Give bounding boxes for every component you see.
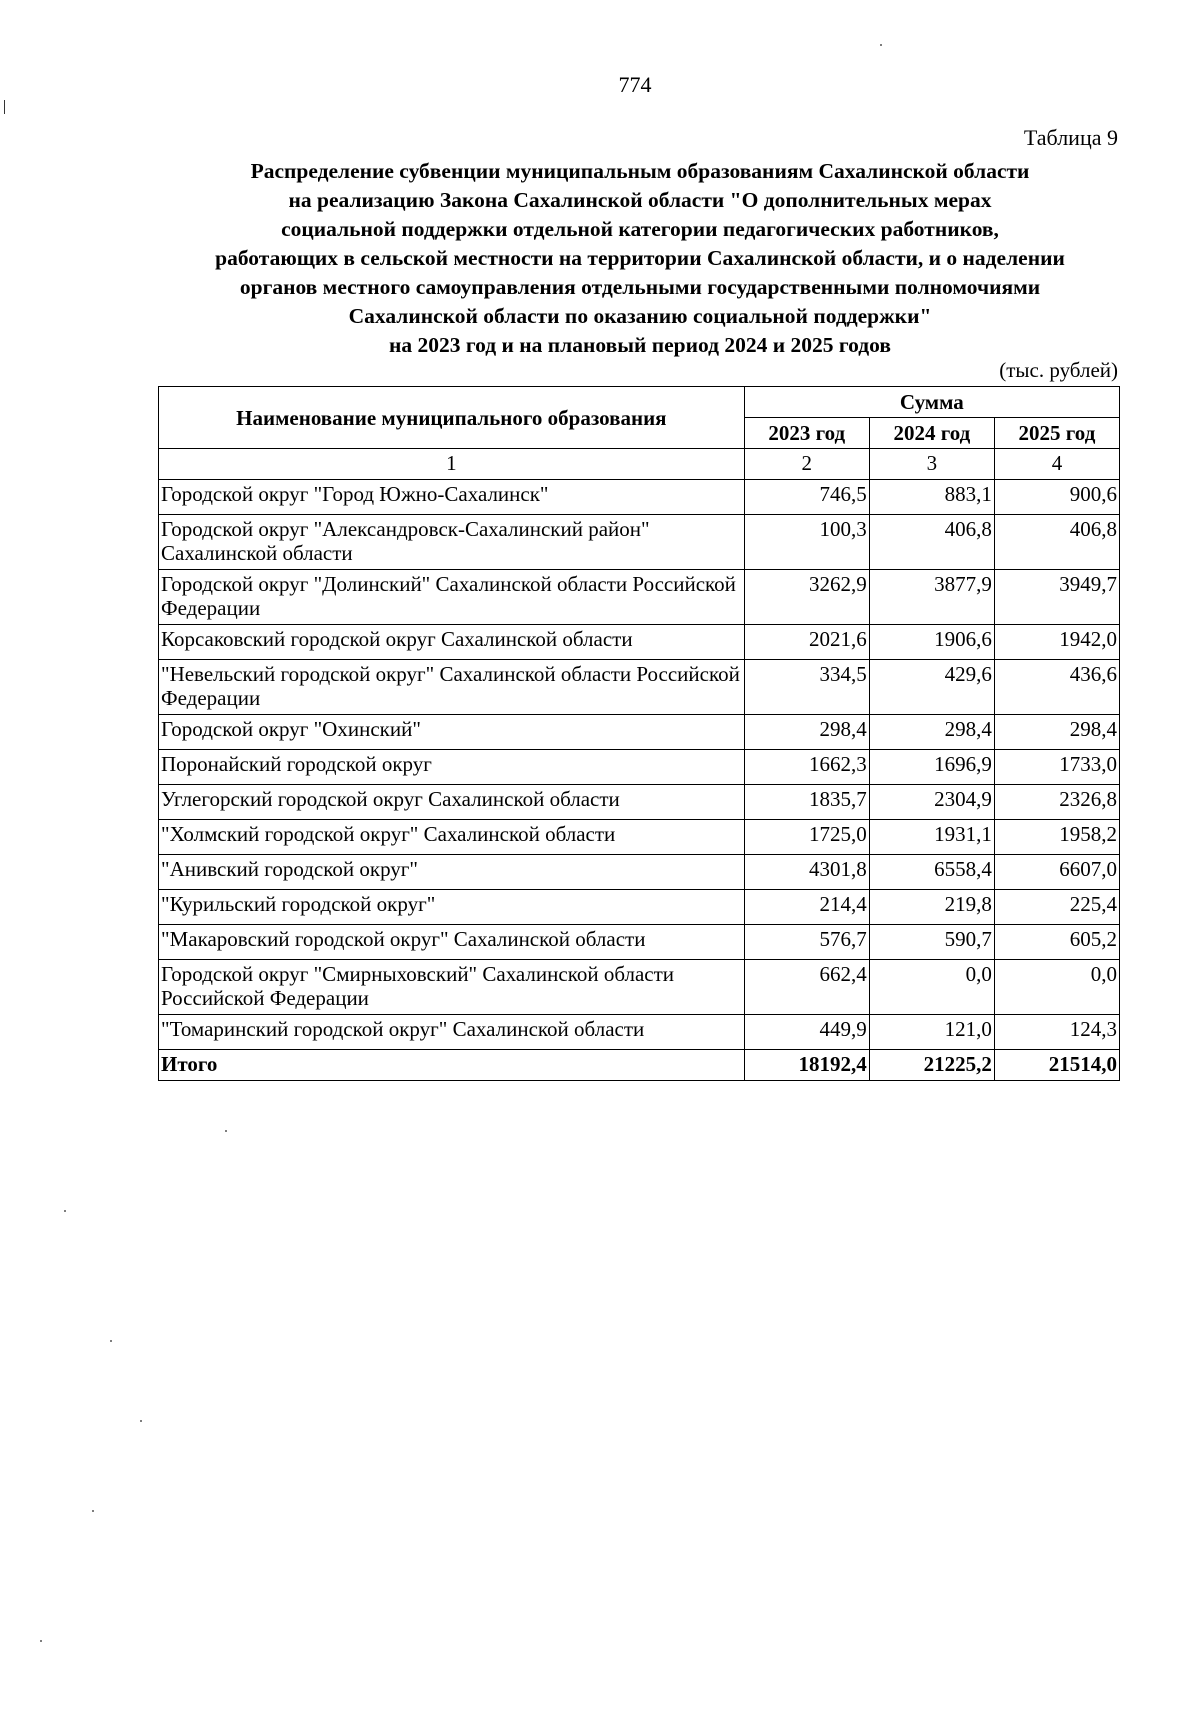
value-2024-cell: 1906,6: [869, 625, 994, 660]
column-number: 3: [869, 449, 994, 480]
value-2025-cell: 298,4: [994, 715, 1119, 750]
value-2025-cell: 124,3: [994, 1015, 1119, 1050]
municipality-name-cell: "Невельский городской округ" Сахалинской области Российской Федерации: [159, 660, 745, 715]
value-2023-cell: 746,5: [744, 480, 869, 515]
value-2023-cell: 1725,0: [744, 820, 869, 855]
header-year-2025: 2025 год: [994, 418, 1119, 449]
header-year-2023: 2023 год: [744, 418, 869, 449]
value-2025-cell: 21514,0: [994, 1050, 1119, 1081]
value-2025-cell: 436,6: [994, 660, 1119, 715]
table-row: [159, 890, 1120, 925]
value-2024-cell: 590,7: [869, 925, 994, 960]
value-2023-cell: 298,4: [744, 715, 869, 750]
scan-speck: [40, 1640, 42, 1642]
value-2023-cell: 4301,8: [744, 855, 869, 890]
municipality-name-cell: "Холмский городской округ" Сахалинской области: [159, 820, 745, 855]
value-2024-cell: 3877,9: [869, 570, 994, 625]
title-line: Распределение субвенции муниципальным образованиям Сахалинской области: [250, 159, 1030, 183]
table-row: [159, 570, 1120, 625]
municipality-name-cell: "Томаринский городской округ" Сахалинской области: [159, 1015, 745, 1050]
scan-speck: [110, 1340, 112, 1342]
value-2023-cell: 449,9: [744, 1015, 869, 1050]
table-row: [159, 480, 1120, 515]
value-2023-cell: 334,5: [744, 660, 869, 715]
column-number: 1: [159, 449, 745, 480]
value-2025-cell: 2326,8: [994, 785, 1119, 820]
table-row: [159, 515, 1120, 570]
scan-mark: [4, 100, 5, 114]
column-number-row: [159, 449, 1120, 480]
value-2024-cell: 121,0: [869, 1015, 994, 1050]
municipality-name-cell: Итого: [159, 1050, 745, 1081]
municipality-name-cell: Корсаковский городской округ Сахалинской области: [159, 625, 745, 660]
title-line: социальной поддержки отдельной категории педагогических работников,: [281, 217, 999, 241]
header-sum: Сумма: [744, 387, 1119, 418]
value-2023-cell: 214,4: [744, 890, 869, 925]
column-number: 4: [994, 449, 1119, 480]
value-2024-cell: 219,8: [869, 890, 994, 925]
table-row: [159, 1015, 1120, 1050]
value-2024-cell: 883,1: [869, 480, 994, 515]
value-2025-cell: 900,6: [994, 480, 1119, 515]
municipality-name-cell: Городской округ "Город Южно-Сахалинск": [159, 480, 745, 515]
value-2025-cell: 3949,7: [994, 570, 1119, 625]
value-2024-cell: 1696,9: [869, 750, 994, 785]
value-2024-cell: 0,0: [869, 960, 994, 1015]
value-2023-cell: 1835,7: [744, 785, 869, 820]
value-2024-cell: 298,4: [869, 715, 994, 750]
table-row: [159, 855, 1120, 890]
value-2025-cell: 605,2: [994, 925, 1119, 960]
municipality-name-cell: Городской округ "Охинский": [159, 715, 745, 750]
scan-speck: [92, 1510, 94, 1512]
title-line: органов местного самоуправления отдельными государственными полномочиями: [239, 275, 1041, 299]
title-line: на 2023 год и на плановый период 2024 и 2025 годов: [389, 333, 891, 357]
value-2023-cell: 1662,3: [744, 750, 869, 785]
municipality-name-cell: "Макаровский городской округ" Сахалинской области: [159, 925, 745, 960]
value-2025-cell: 6607,0: [994, 855, 1119, 890]
scan-speck: [64, 1210, 66, 1212]
units-label: (тыс. рублей): [999, 358, 1118, 382]
table-row: [159, 715, 1120, 750]
value-2024-cell: 6558,4: [869, 855, 994, 890]
value-2023-cell: 576,7: [744, 925, 869, 960]
header-name: Наименование муниципального образования: [159, 387, 745, 449]
document-title: [150, 157, 1130, 360]
title-line: на реализацию Закона Сахалинской области "О дополнительных мерах: [288, 188, 992, 212]
value-2023-cell: 18192,4: [744, 1050, 869, 1081]
value-2023-cell: 100,3: [744, 515, 869, 570]
value-2025-cell: 225,4: [994, 890, 1119, 925]
municipality-name-cell: "Анивский городской округ": [159, 855, 745, 890]
value-2024-cell: 2304,9: [869, 785, 994, 820]
value-2023-cell: 2021,6: [744, 625, 869, 660]
municipality-name-cell: Углегорский городской округ Сахалинской области: [159, 785, 745, 820]
municipality-name-cell: Городской округ "Долинский" Сахалинской области Российской Федерации: [159, 570, 745, 625]
value-2023-cell: 3262,9: [744, 570, 869, 625]
subvention-table: [158, 386, 1120, 1081]
value-2025-cell: 1733,0: [994, 750, 1119, 785]
value-2024-cell: 21225,2: [869, 1050, 994, 1081]
value-2025-cell: 1958,2: [994, 820, 1119, 855]
scan-speck: [880, 44, 882, 46]
value-2025-cell: 1942,0: [994, 625, 1119, 660]
table-row: [159, 925, 1120, 960]
column-number: 2: [744, 449, 869, 480]
page-number: 774: [618, 72, 652, 97]
table-row: [159, 785, 1120, 820]
title-line: работающих в сельской местности на территории Сахалинской области, и о наделении: [215, 246, 1065, 270]
total-row: [159, 1050, 1120, 1081]
table-row: [159, 625, 1120, 660]
municipality-name-cell: Поронайский городской округ: [159, 750, 745, 785]
municipality-name-cell: Городской округ "Александровск-Сахалинский район" Сахалинской области: [159, 515, 745, 570]
table-row: [159, 750, 1120, 785]
table-row: [159, 660, 1120, 715]
scan-speck: [140, 1420, 142, 1422]
value-2025-cell: 406,8: [994, 515, 1119, 570]
value-2024-cell: 1931,1: [869, 820, 994, 855]
municipality-name-cell: Городской округ "Смирныховский" Сахалинской области Российской Федерации: [159, 960, 745, 1015]
title-line: Сахалинской области по оказанию социальной поддержки": [348, 304, 932, 328]
municipality-name-cell: "Курильский городской округ": [159, 890, 745, 925]
table-row: [159, 820, 1120, 855]
value-2024-cell: 429,6: [869, 660, 994, 715]
value-2025-cell: 0,0: [994, 960, 1119, 1015]
table-label: Таблица 9: [1023, 125, 1118, 150]
table-row: [159, 960, 1120, 1015]
scan-speck: [225, 1130, 227, 1132]
value-2024-cell: 406,8: [869, 515, 994, 570]
header-year-2024: 2024 год: [869, 418, 994, 449]
value-2023-cell: 662,4: [744, 960, 869, 1015]
